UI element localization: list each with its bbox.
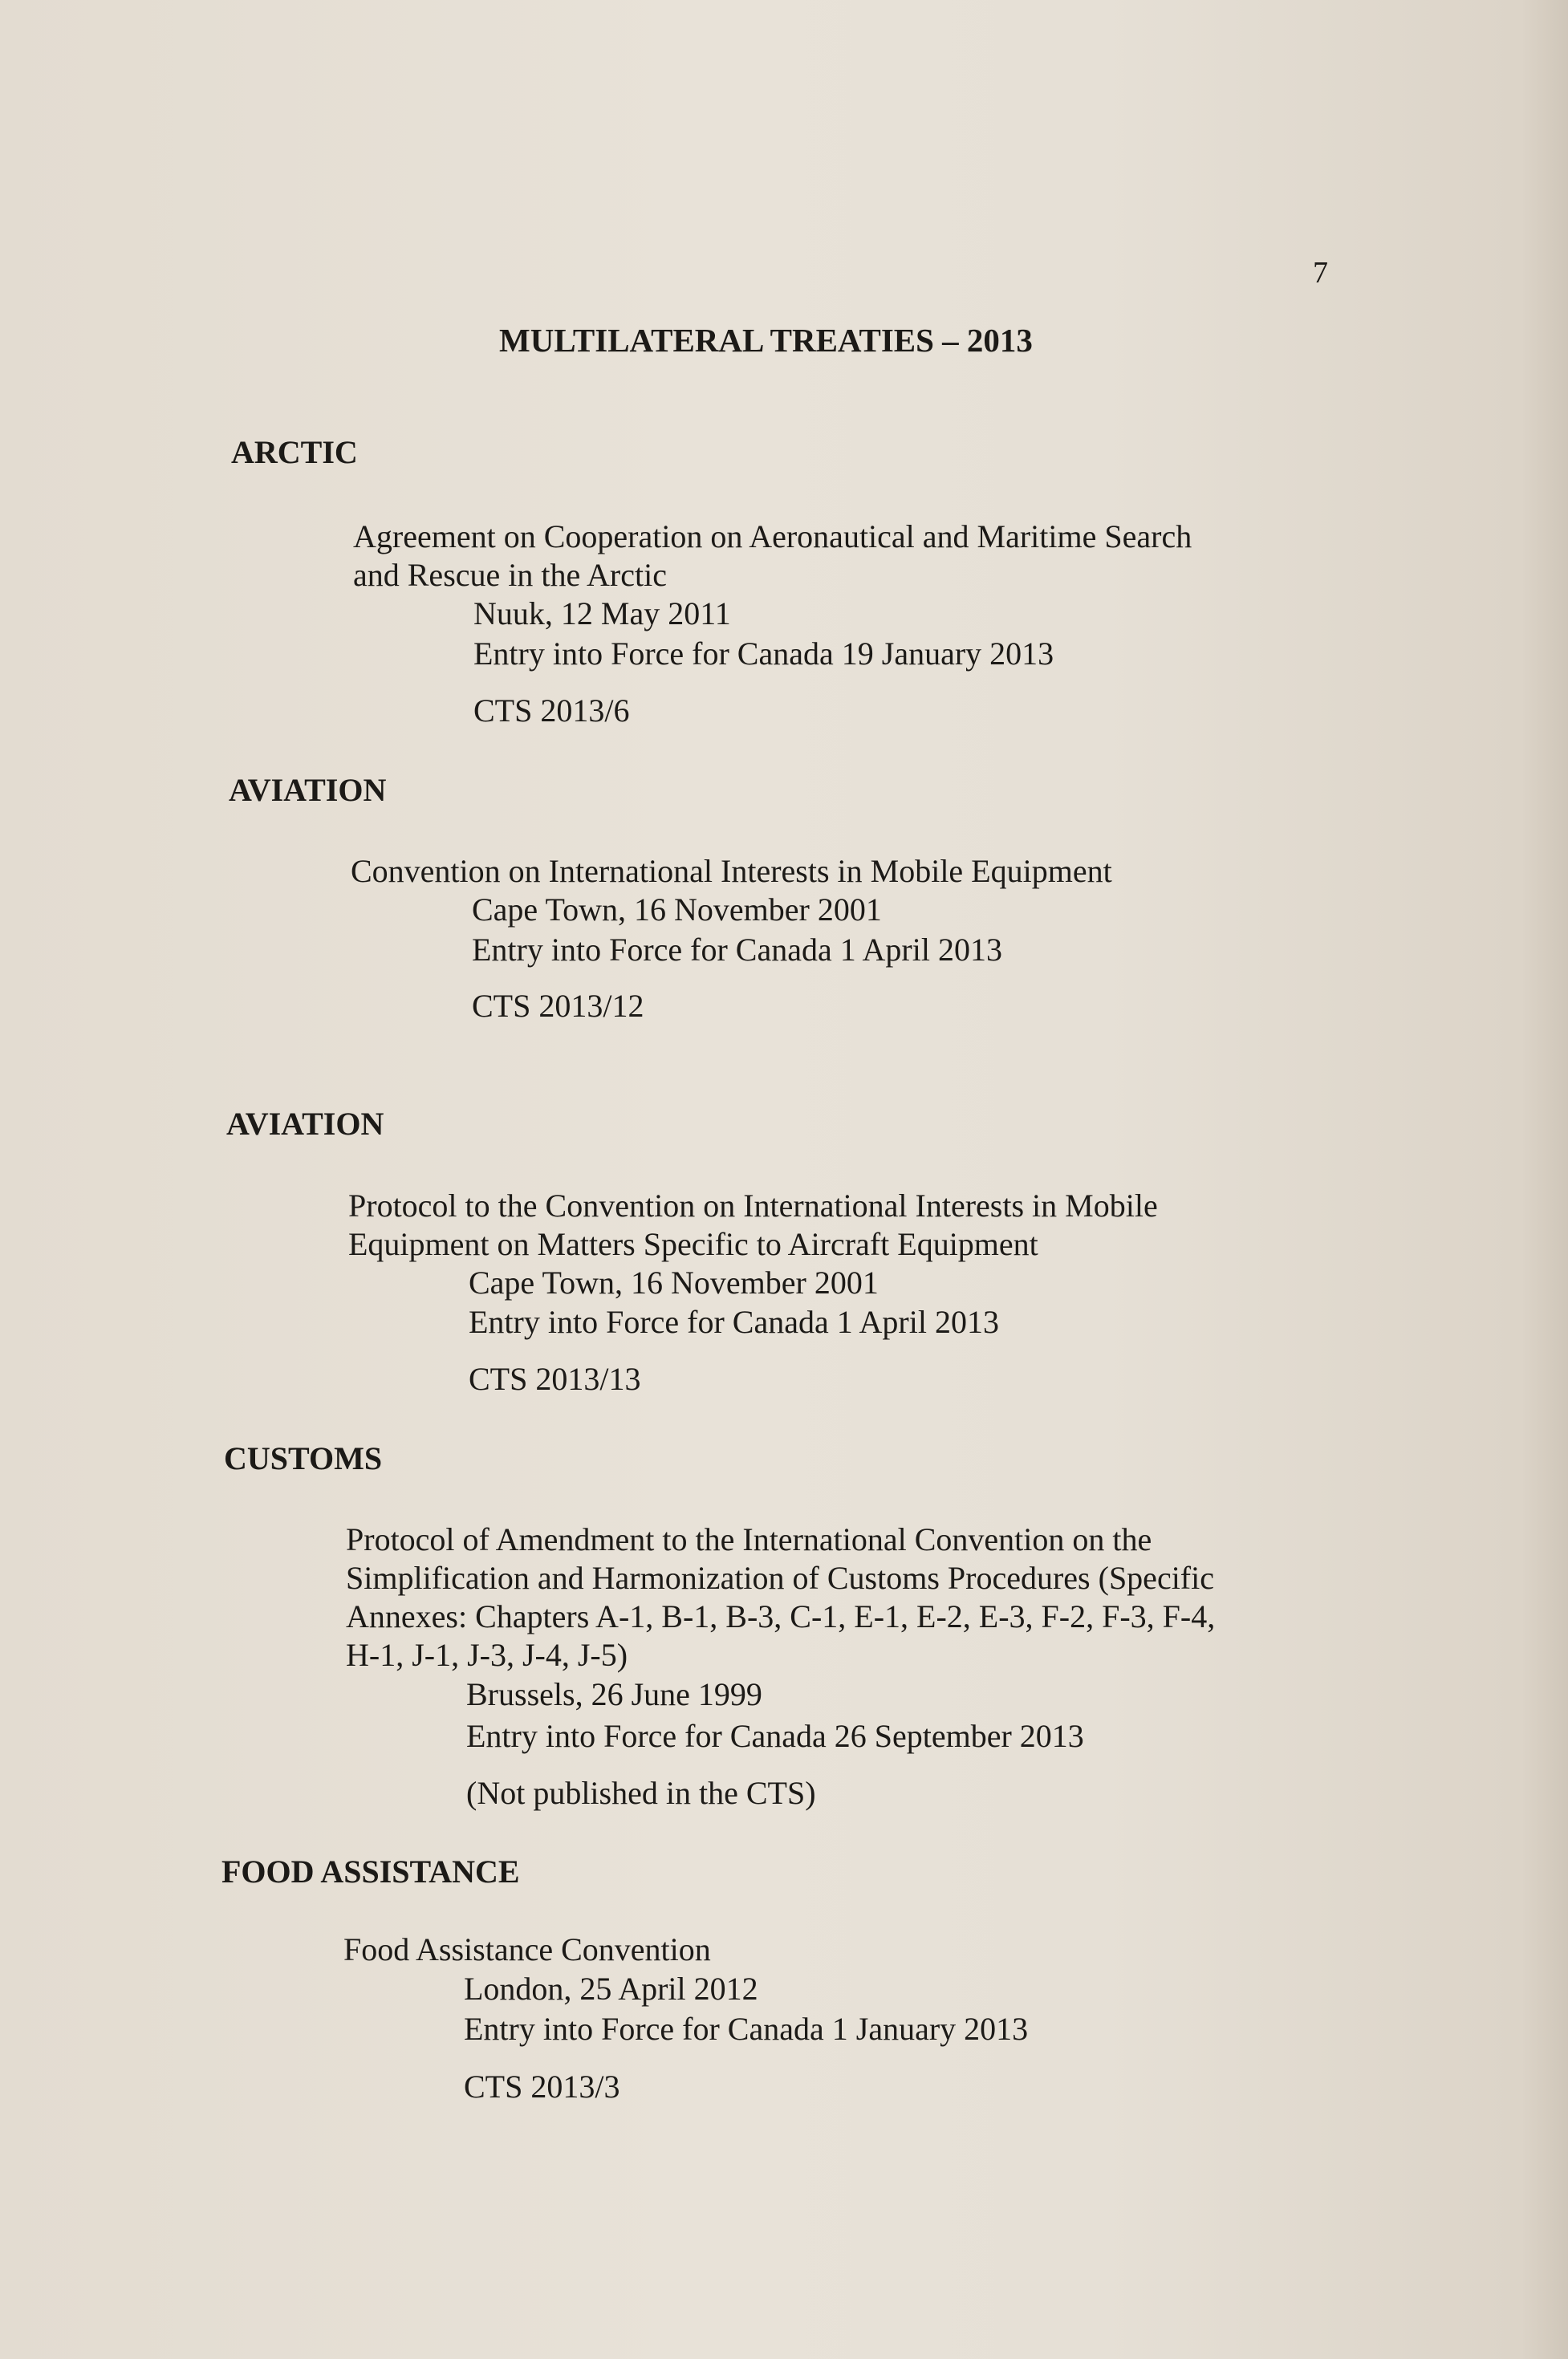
treaty-reference: (Not published in the CTS) — [466, 1775, 816, 1811]
treaty-entry-into-force: Entry into Force for Canada 1 April 2013 — [469, 1304, 999, 1340]
treaty-place-date: Brussels, 26 June 1999 — [466, 1676, 762, 1712]
treaty-reference: CTS 2013/3 — [464, 2069, 620, 2105]
treaty-place-date: Nuuk, 12 May 2011 — [473, 595, 731, 631]
treaty-reference: CTS 2013/12 — [472, 988, 644, 1024]
section-heading-customs: CUSTOMS — [224, 1440, 383, 1476]
section-heading-aviation: AVIATION — [226, 1106, 384, 1142]
treaty-title-line: Convention on International Interests in Mobile Equipment — [351, 853, 1112, 889]
treaty-entry-into-force: Entry into Force for Canada 1 April 2013 — [472, 932, 1002, 968]
treaty-title-line: Annexes: Chapters A-1, B-1, B-3, C-1, E-1, E-2, E-3, F-2, F-3, F-4, — [346, 1598, 1216, 1634]
section-heading-aviation: AVIATION — [229, 772, 387, 808]
treaty-title-line: Equipment on Matters Specific to Aircraft Equipment — [348, 1226, 1038, 1262]
page-number: 7 — [1313, 256, 1328, 290]
treaty-place-date: London, 25 April 2012 — [464, 1971, 758, 2007]
treaty-entry-into-force: Entry into Force for Canada 26 September 2013 — [466, 1718, 1084, 1754]
treaty-entry-into-force: Entry into Force for Canada 19 January 2013 — [473, 635, 1054, 672]
treaty-title-line: H-1, J-1, J-3, J-4, J-5) — [346, 1637, 628, 1673]
treaty-title-line: Protocol to the Convention on International Interests in Mobile — [348, 1188, 1158, 1224]
page-title: MULTILATERAL TREATIES – 2013 — [499, 322, 1033, 359]
section-heading-food-assistance: FOOD ASSISTANCE — [221, 1854, 520, 1890]
treaty-title-line: Agreement on Cooperation on Aeronautical and Maritime Search — [353, 518, 1192, 554]
treaty-title-line: Simplification and Harmonization of Customs Procedures (Specific — [346, 1560, 1214, 1596]
treaty-title-line: and Rescue in the Arctic — [353, 557, 667, 593]
treaty-entry-into-force: Entry into Force for Canada 1 January 2013 — [464, 2011, 1029, 2047]
treaty-title-line: Protocol of Amendment to the International Convention on the — [346, 1521, 1152, 1557]
treaty-place-date: Cape Town, 16 November 2001 — [472, 891, 882, 928]
treaty-title-line: Food Assistance Convention — [343, 1931, 711, 1967]
treaty-reference: CTS 2013/6 — [473, 692, 630, 729]
treaty-place-date: Cape Town, 16 November 2001 — [469, 1265, 879, 1301]
section-heading-arctic: ARCTIC — [231, 434, 358, 470]
treaty-reference: CTS 2013/13 — [469, 1361, 641, 1397]
